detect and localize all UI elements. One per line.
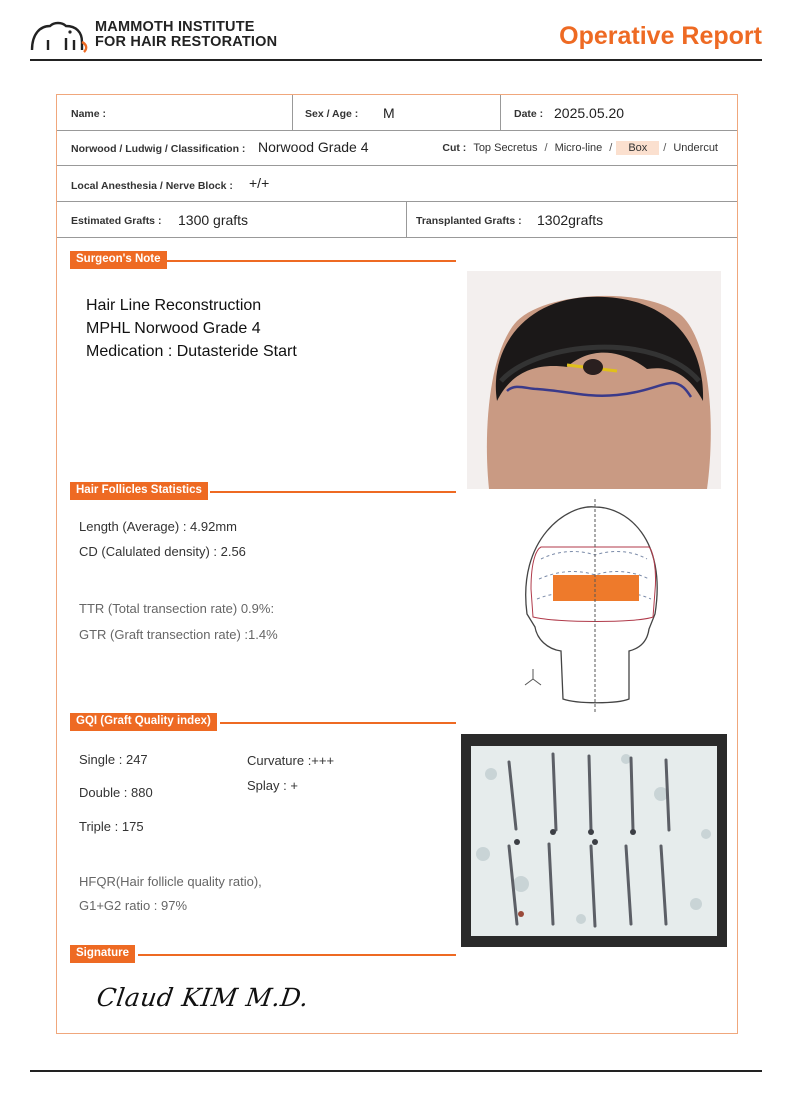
gqi-single: Single : 247 <box>79 752 148 767</box>
gqi-title: GQI (Graft Quality index) <box>70 713 217 731</box>
estimated-grafts-value[interactable]: 1300 grafts <box>178 212 249 228</box>
gqi-triple: Triple : 175 <box>79 819 144 834</box>
transplanted-grafts-value[interactable]: 1302grafts <box>537 212 604 228</box>
signature-title: Signature <box>70 945 135 963</box>
total-transection-rate: TTR (Total transection rate) 0.9%: <box>79 601 275 616</box>
classification-value[interactable]: Norwood Grade 4 <box>258 139 369 155</box>
gqi-header <box>70 713 456 731</box>
cut-separator: / <box>663 142 667 154</box>
date-label: Date : <box>514 108 544 120</box>
date-value[interactable]: 2025.05.20 <box>554 105 625 121</box>
sex-age-value[interactable]: M <box>383 105 395 121</box>
section-rule <box>210 491 456 493</box>
institute-name <box>95 20 277 50</box>
gqi-splay: Splay : + <box>247 778 298 793</box>
cut-separator: / <box>609 142 613 154</box>
estimated-grafts-label: Estimated Grafts : <box>71 215 162 227</box>
mammoth-logo-icon <box>30 18 92 54</box>
row-name-sex-date <box>57 95 737 131</box>
report-title: Operative Report <box>559 22 762 50</box>
section-rule <box>220 722 456 724</box>
name-label: Name : <box>71 108 107 120</box>
surgeons-note-title: Surgeon's Note <box>70 251 167 269</box>
cut-label: Cut : <box>442 142 467 154</box>
hfqr-label: HFQR(Hair follicle quality ratio), <box>79 874 262 889</box>
report-form <box>56 94 738 1034</box>
divider <box>292 95 293 130</box>
graft-transection-rate: GTR (Graft transection rate) :1.4% <box>79 627 278 642</box>
institute-name-line1: MAMMOTH INSTITUTE <box>95 19 255 35</box>
note-line: Medication : Dutasteride Start <box>86 343 297 360</box>
row-anesthesia <box>57 166 737 202</box>
surgeons-note-header <box>70 251 456 269</box>
report-header <box>30 16 762 60</box>
follicle-stats-title: Hair Follicles Statistics <box>70 482 208 500</box>
cut-option-undercut[interactable]: Undercut <box>673 142 718 154</box>
donor-area-diagram <box>517 499 667 714</box>
transplanted-grafts-label: Transplanted Grafts : <box>416 215 522 227</box>
gqi-double: Double : 880 <box>79 785 153 800</box>
footer-rule <box>30 1070 762 1072</box>
classification-label: Norwood / Ludwig / Classification : <box>71 143 246 155</box>
note-line: MPHL Norwood Grade 4 <box>86 320 261 337</box>
scalp-photo <box>467 271 721 489</box>
follicle-length: Length (Average) : 4.92mm <box>79 519 238 534</box>
follicle-stats-header <box>70 482 456 500</box>
section-rule <box>138 954 456 956</box>
grafts-photo <box>461 734 727 947</box>
sex-age-label: Sex / Age : <box>305 108 359 120</box>
divider <box>500 95 501 130</box>
cut-option-box-selected[interactable]: Box <box>616 141 659 155</box>
cut-options <box>442 131 721 165</box>
calculated-density: CD (Calulated density) : 2.56 <box>79 544 246 559</box>
surgeons-note-text <box>86 294 297 363</box>
institute-name-line2: FOR HAIR RESTORATION <box>95 34 278 50</box>
cut-option-micro-line[interactable]: Micro-line <box>554 142 603 154</box>
row-grafts <box>57 202 737 238</box>
cut-separator: / <box>544 142 548 154</box>
cut-option-top-secretus[interactable]: Top Secretus <box>473 142 538 154</box>
section-rule <box>166 260 456 262</box>
note-line: Hair Line Reconstruction <box>86 297 262 314</box>
signature-header <box>70 945 456 963</box>
g1-g2-ratio: G1+G2 ratio : 97% <box>79 898 188 913</box>
gqi-curvature: Curvature :+++ <box>247 753 335 768</box>
header-rule <box>30 59 762 61</box>
row-classification-cut <box>57 131 737 166</box>
divider <box>406 202 407 237</box>
anesthesia-value[interactable]: +/+ <box>249 175 270 191</box>
surgeon-signature: Claud KIM M.D. <box>94 983 311 1012</box>
anesthesia-label: Local Anesthesia / Nerve Block : <box>71 180 233 192</box>
